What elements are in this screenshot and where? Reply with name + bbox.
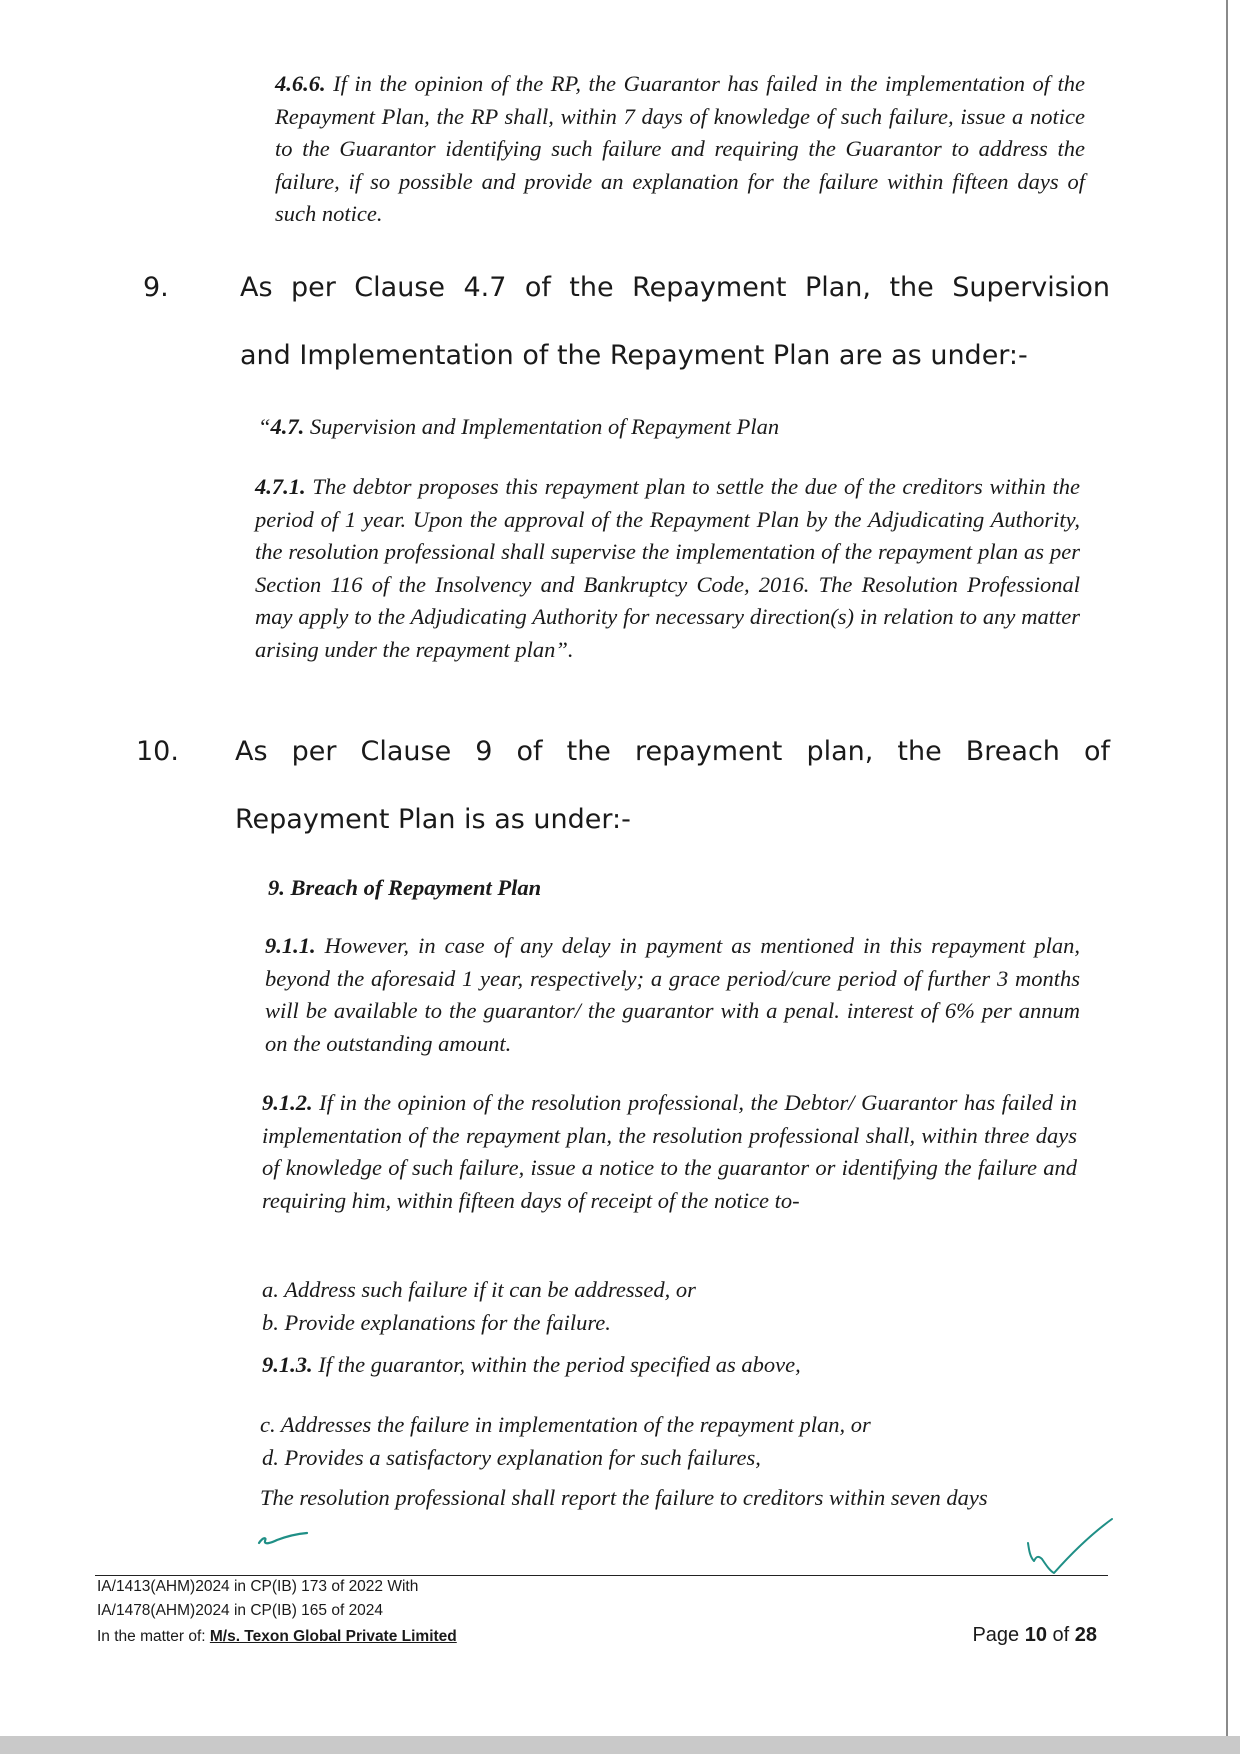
clause-4-7-heading — [258, 414, 779, 440]
clause-text: If in the opinion of the resolution professional, the Debtor/ Guarantor has failed in implementation of the repayment plan, the resolution professional shall, within three days of knowledge of such failure, issue a notice to the guarantor or identifying the failure and requiring him, within fifteen days of receipt of the notice to- — [262, 1090, 1077, 1213]
clause-number: 4.7.1. — [255, 474, 306, 499]
clause-title: 9. Breach of Repayment Plan — [268, 875, 542, 900]
clause-number: 4.7. — [270, 414, 305, 439]
clause-9-heading — [268, 875, 541, 901]
scan-bottom-band — [0, 1736, 1240, 1754]
clause-text: If the guarantor, within the period specified as above, — [312, 1352, 801, 1377]
page-current: 10 — [1024, 1624, 1047, 1646]
clause-9-1-2 — [262, 1087, 1077, 1217]
open-quote: “ — [258, 414, 271, 439]
paragraph-10-line-1: As per Clause 9 of the repayment plan, the Breach of — [235, 736, 1110, 767]
closing-line: The resolution professional shall report the failure to creditors within seven days — [260, 1485, 988, 1510]
initials-signature-left — [255, 1525, 315, 1550]
page-of: of — [1046, 1624, 1075, 1646]
paragraph-number: 9. — [143, 272, 169, 303]
list-item-a: a. Address such failure if it can be addressed, or — [262, 1277, 696, 1302]
paragraph-number: 10. — [136, 736, 179, 767]
page-total: 28 — [1074, 1624, 1097, 1646]
paragraph-10-line-2: Repayment Plan is as under:- — [235, 804, 631, 835]
clause-number: 9.1.2. — [262, 1090, 313, 1115]
clause-4-6-6 — [275, 68, 1085, 231]
clause-9-1-1 — [265, 930, 1080, 1060]
tick-signature-right — [1020, 1515, 1120, 1580]
list-item-b: b. Provide explanations for the failure. — [262, 1310, 611, 1335]
footer-divider — [95, 1575, 1108, 1576]
list-item-d: d. Provides a satisfactory explanation for such failures, — [262, 1445, 761, 1470]
paragraph-9-line-2: and Implementation of the Repayment Plan are as under:- — [240, 340, 1028, 371]
clause-title: Supervision and Implementation of Repayment Plan — [304, 414, 780, 439]
footer-matter-name: M/s. Texon Global Private Limited — [209, 1628, 457, 1645]
clause-number: 9.1.1. — [265, 933, 316, 958]
clause-text: However, in case of any delay in payment as mentioned in this repayment plan, beyond the aforesaid 1 year, respectively; a grace period/cure period of further 3 months will be available to the guarantor/ the guarantor with a penal. interest of 6% per annum on the outstanding amount. — [265, 933, 1080, 1056]
clause-4-7-1 — [255, 471, 1080, 666]
footer-matter — [97, 1628, 457, 1646]
footer-case-line-1: IA/1413(AHM)2024 in CP(IB) 173 of 2022 With — [97, 1578, 419, 1595]
footer-case-line-2: IA/1478(AHM)2024 in CP(IB) 165 of 2024 — [97, 1602, 384, 1619]
footer-matter-label: In the matter of: — [97, 1628, 210, 1645]
list-item-c: c. Addresses the failure in implementation of the repayment plan, or — [260, 1412, 871, 1437]
paragraph-9-line-1: As per Clause 4.7 of the Repayment Plan, the Supervision — [240, 272, 1110, 303]
clause-text: If in the opinion of the RP, the Guarantor has failed in the implementation of the Repayment Plan, the RP shall, within 7 days of knowledge of such failure, issue a notice to the Guarantor identifying such failure and requiring the Guarantor to address the failure, if so possible and provide an explanation for the failure within fifteen days of such notice. — [275, 71, 1085, 226]
clause-number: 4.6.6. — [275, 71, 326, 96]
clause-text: The debtor proposes this repayment plan to settle the due of the creditors within the period of 1 year. Upon the approval of the Repayment Plan by the Adjudicating Authority, the resolution professional shall supervise the implementation of the repayment plan as per Section 116 of the Insolvency and Bankruptcy Code, 2016. The Resolution Professional may apply to the Adjudicating Authority for necessary direction(s) in relation to any matter arising under the repayment plan”. — [255, 474, 1080, 662]
page-label: Page — [972, 1624, 1025, 1646]
page-number — [972, 1624, 1097, 1647]
clause-9-1-3 — [262, 1352, 801, 1378]
clause-number: 9.1.3. — [262, 1352, 313, 1377]
